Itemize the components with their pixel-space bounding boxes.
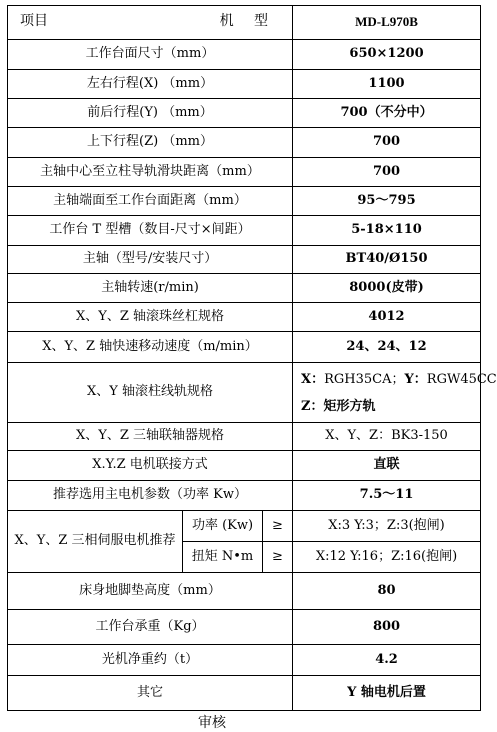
rail-label: X、Y 轴滚柱线轨规格 xyxy=(8,363,293,423)
footer-review-text: 审核 xyxy=(198,715,226,731)
row-label: 主轴中心至立柱导轨滑块距离（mm） xyxy=(8,158,293,187)
row-label: X、Y、Z 轴滚珠丝杠规格 xyxy=(8,303,293,332)
row-value: 700（不分中） xyxy=(293,99,481,128)
servo-power-symbol: ≥ xyxy=(263,511,293,542)
rail-value xyxy=(293,363,497,423)
servo-torque-symbol: ≥ xyxy=(263,542,293,573)
row-value: 7.5～11 xyxy=(293,481,481,511)
row-label: 工作台 T 型槽（数目-尺寸×间距） xyxy=(8,216,293,246)
header-label-cell xyxy=(8,6,293,40)
row-value: X、Y、Z：BK3-150 xyxy=(293,423,481,451)
row-label: 上下行程(Z) （mm） xyxy=(8,128,293,158)
row-label: 床身地脚垫高度（mm） xyxy=(8,573,293,610)
row-label: X.Y.Z 电机联接方式 xyxy=(8,451,293,481)
row-value: 700 xyxy=(293,128,481,158)
row-value: 800 xyxy=(293,610,481,645)
row-label: X、Y、Z 轴快速移动速度（m/min） xyxy=(8,332,293,363)
row-value: Y 轴电机后置 xyxy=(293,676,481,711)
table-row xyxy=(8,610,481,645)
servo-label: X、Y、Z 三相伺服电机推荐 xyxy=(8,511,183,573)
row-label: 主轴（型号/安装尺寸） xyxy=(8,246,293,274)
row-label: 主轴转速(r/min) xyxy=(8,274,293,303)
table-row xyxy=(8,451,481,481)
servo-power-label: 功率 (Kw) xyxy=(183,511,263,542)
header-model-label: 机 型 xyxy=(219,13,277,29)
table-row xyxy=(8,40,481,70)
servo-row-power xyxy=(8,511,481,542)
row-label: 推荐选用主电机参数（功率 Kw） xyxy=(8,481,293,511)
table-row xyxy=(8,70,481,99)
header-row xyxy=(8,6,481,40)
table-row xyxy=(8,423,481,451)
table-row xyxy=(8,481,481,511)
row-label: 主轴端面至工作台面距离（mm） xyxy=(8,187,293,216)
spec-table xyxy=(7,5,497,711)
model-name: MD-L970B xyxy=(293,6,481,40)
servo-torque-value: X:12 Y:16；Z:16(抱闸) xyxy=(293,542,481,573)
table-row xyxy=(8,573,481,610)
table-row xyxy=(8,645,481,676)
row-value: BT40/Ø150 xyxy=(293,246,481,274)
table-row xyxy=(8,158,481,187)
row-label: X、Y、Z 三轴联轴器规格 xyxy=(8,423,293,451)
row-value: 5-18×110 xyxy=(293,216,481,246)
table-row xyxy=(8,332,481,363)
row-value: 700 xyxy=(293,158,481,187)
table-row xyxy=(8,99,481,128)
table-row xyxy=(8,246,481,274)
row-value: 4.2 xyxy=(293,645,481,676)
servo-power-value: X:3 Y:3；Z:3(抱闸) xyxy=(293,511,481,542)
row-label: 工作台面尺寸（mm） xyxy=(8,40,293,70)
row-value: 24、24、12 xyxy=(293,332,481,363)
table-row xyxy=(8,303,481,332)
row-value: 80 xyxy=(293,573,481,610)
row-value: 8000(皮带) xyxy=(293,274,481,303)
row-label: 光机净重约（t） xyxy=(8,645,293,676)
rail-line-z: Z：矩形方轨 xyxy=(301,398,376,414)
row-value: 4012 xyxy=(293,303,481,332)
row-label: 其它 xyxy=(8,676,293,711)
rail-line-xy: X：RGH35CA；Y：RGW45CC xyxy=(301,371,497,387)
table-row xyxy=(8,676,481,711)
table-row xyxy=(8,274,481,303)
row-value: 直联 xyxy=(293,451,481,481)
row-value: 1100 xyxy=(293,70,481,99)
servo-torque-label: 扭矩 N•m xyxy=(183,542,263,573)
row-value: 95～795 xyxy=(293,187,481,216)
row-label: 前后行程(Y) （mm） xyxy=(8,99,293,128)
header-item-label: 项目 xyxy=(20,13,48,29)
table-row xyxy=(8,187,481,216)
table-row xyxy=(8,128,481,158)
row-value: 650×1200 xyxy=(293,40,481,70)
row-label: 左右行程(X) （mm） xyxy=(8,70,293,99)
table-row xyxy=(8,216,481,246)
row-label: 工作台承重（Kg） xyxy=(8,610,293,645)
rail-row xyxy=(8,363,481,423)
